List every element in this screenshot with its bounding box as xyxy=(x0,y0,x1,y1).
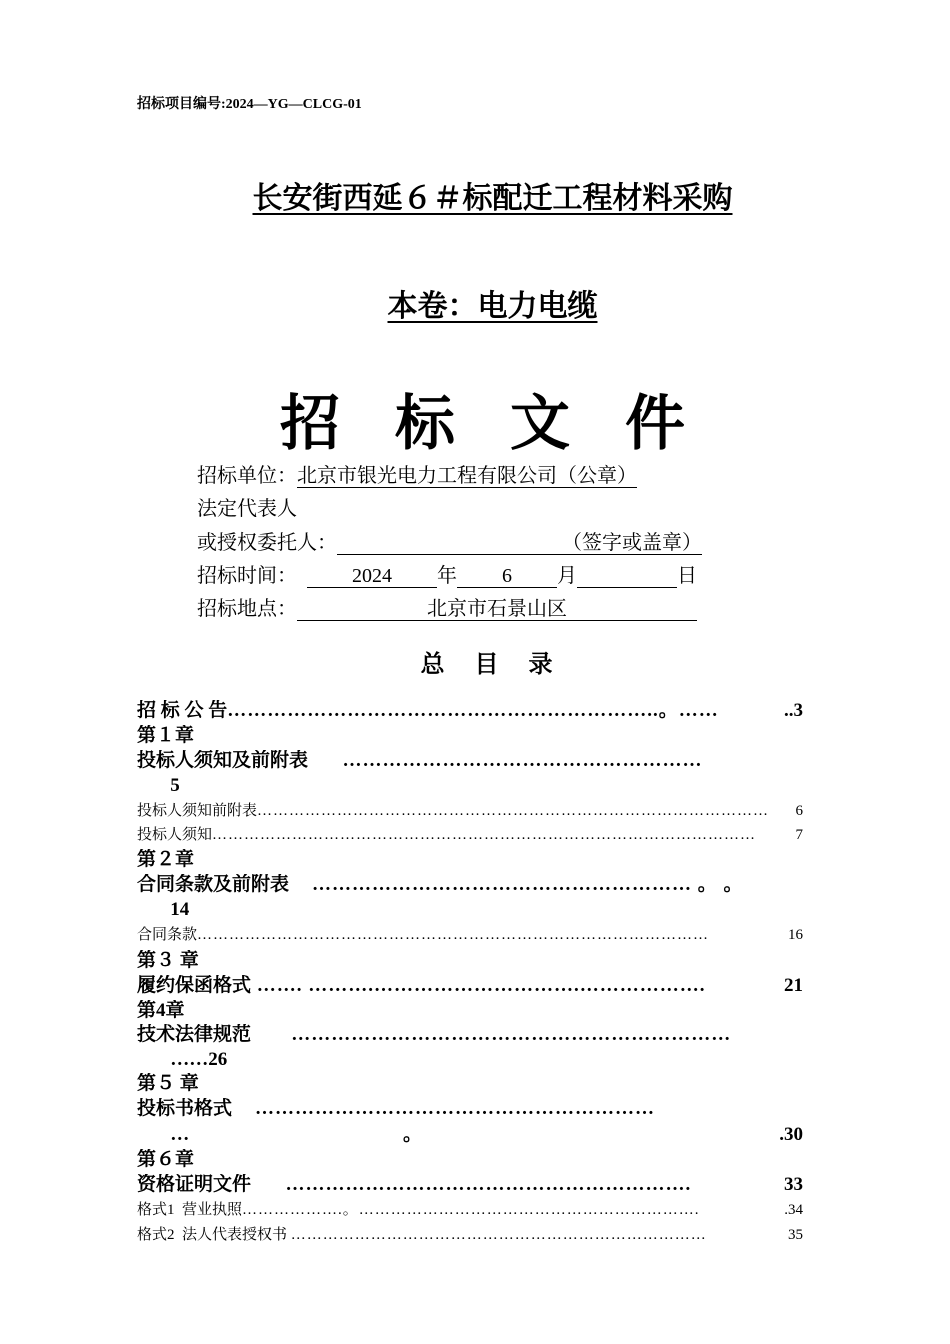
toc-page: 16 xyxy=(788,927,803,943)
toc-entry[interactable] xyxy=(137,802,803,820)
toc-label: 投标人须知 xyxy=(137,827,213,843)
toc-entry[interactable] xyxy=(137,926,803,944)
toc-entry[interactable] xyxy=(137,1073,803,1095)
toc-entry[interactable] xyxy=(137,950,803,972)
toc-entry[interactable] xyxy=(137,750,803,772)
toc-leader: ………………………………………………………… xyxy=(251,1024,732,1045)
toc-leader: ……………………………………………… xyxy=(308,750,703,771)
toc-page: .34 xyxy=(784,1202,803,1218)
toc-leader: …………………………………………………………………… xyxy=(290,1227,707,1243)
toc-label: 14 xyxy=(137,899,190,920)
toc-leader: ………………………………………………………………………………………… xyxy=(212,827,757,843)
toc-page: 35 xyxy=(788,1227,803,1243)
toc-label: ……26 xyxy=(137,1049,228,1070)
toc-entry[interactable] xyxy=(137,1098,803,1120)
toc-entry[interactable] xyxy=(137,1226,803,1244)
document-title: 长安街西延６＃标配迁工程材料采购 xyxy=(252,182,733,215)
toc-entry[interactable] xyxy=(137,700,803,722)
toc-entry[interactable] xyxy=(137,1149,803,1171)
toc-entry[interactable] xyxy=(137,725,803,747)
toc-label: 投标人须知及前附表 xyxy=(137,750,309,771)
toc-leader: ………………………………………………… 。 。 xyxy=(289,874,744,895)
toc-entry[interactable] xyxy=(137,975,803,997)
toc-label: 格式2 法人代表授权书 xyxy=(137,1227,291,1243)
toc-leader: ………………………………………………………..。…… xyxy=(227,700,719,721)
toc-leader: ……. ……….………………………….………………. xyxy=(251,975,706,996)
toc-label: 合同条款 xyxy=(137,927,198,943)
toc-label: 投标书格式 xyxy=(137,1098,233,1119)
volume-subtitle: 本卷：电力电缆 xyxy=(387,290,598,323)
toc-label: 5 xyxy=(137,775,180,796)
toc-leader: ……………………………………………………. xyxy=(251,1174,692,1195)
toc-page: 7 xyxy=(795,827,803,843)
toc-entry[interactable] xyxy=(137,1024,803,1046)
toc-label: 合同条款及前附表 xyxy=(137,874,290,895)
toc-entry[interactable] xyxy=(137,1049,803,1071)
toc-label: … 。 xyxy=(137,1124,423,1145)
toc-label: 格式1 营业执照 xyxy=(137,1202,243,1218)
info-place: 招标地点： 北京市石景山区 xyxy=(197,596,697,622)
toc-entry[interactable] xyxy=(137,874,803,896)
toc-label: 技术法律规范 xyxy=(137,1024,252,1045)
toc-label: 第4章 xyxy=(137,1000,185,1021)
toc-label: 资格证明文件 xyxy=(137,1174,252,1195)
toc-title: 总 目 录 xyxy=(420,652,565,678)
info-agent: 或授权委托人： （签字或盖章） xyxy=(197,532,702,554)
toc-page: .30 xyxy=(779,1124,803,1145)
toc-entry[interactable] xyxy=(137,1174,803,1196)
toc-label: 第６章 xyxy=(137,1149,195,1170)
toc-entry[interactable] xyxy=(137,849,803,871)
toc-page: 21 xyxy=(784,975,803,996)
toc-label: 招 标 公 告 xyxy=(137,700,228,721)
toc-label: 第１章 xyxy=(137,725,195,746)
toc-entry[interactable] xyxy=(137,775,803,797)
toc-page: ..3 xyxy=(784,700,803,721)
toc-entry[interactable] xyxy=(137,1201,803,1219)
toc-label: 第３ 章 xyxy=(137,950,199,971)
project-number: 招标项目编号:2024—YG—CLCG-01 xyxy=(137,97,362,112)
toc-page: 33 xyxy=(784,1174,803,1195)
info-time: 招标时间： 2024 年 6 月 日 xyxy=(197,565,697,587)
toc-leader: ……………….。………………………………………………………. xyxy=(242,1202,700,1218)
toc-label: 投标人须知前附表 xyxy=(137,803,258,819)
toc-leader: …………………………………………………………………………………… xyxy=(197,927,710,943)
toc-entry[interactable] xyxy=(137,1000,803,1022)
toc-entry[interactable] xyxy=(137,826,803,844)
document-type: 招 标 文 件 xyxy=(280,391,705,457)
toc-label: 第５ 章 xyxy=(137,1073,199,1094)
info-rep: 法定代表人 xyxy=(197,498,297,520)
toc-leader: …………………………………………………… xyxy=(232,1098,656,1119)
toc-label: 第２章 xyxy=(137,849,195,870)
toc-leader: …………………………………………………………………………………… xyxy=(257,803,770,819)
toc-page: 6 xyxy=(795,803,803,819)
toc-label: 履约保函格式 xyxy=(137,975,252,996)
info-unit: 招标单位：北京市银光电力工程有限公司（公章） xyxy=(197,465,637,487)
toc-entry[interactable] xyxy=(137,899,803,921)
toc-entry[interactable] xyxy=(137,1124,803,1146)
